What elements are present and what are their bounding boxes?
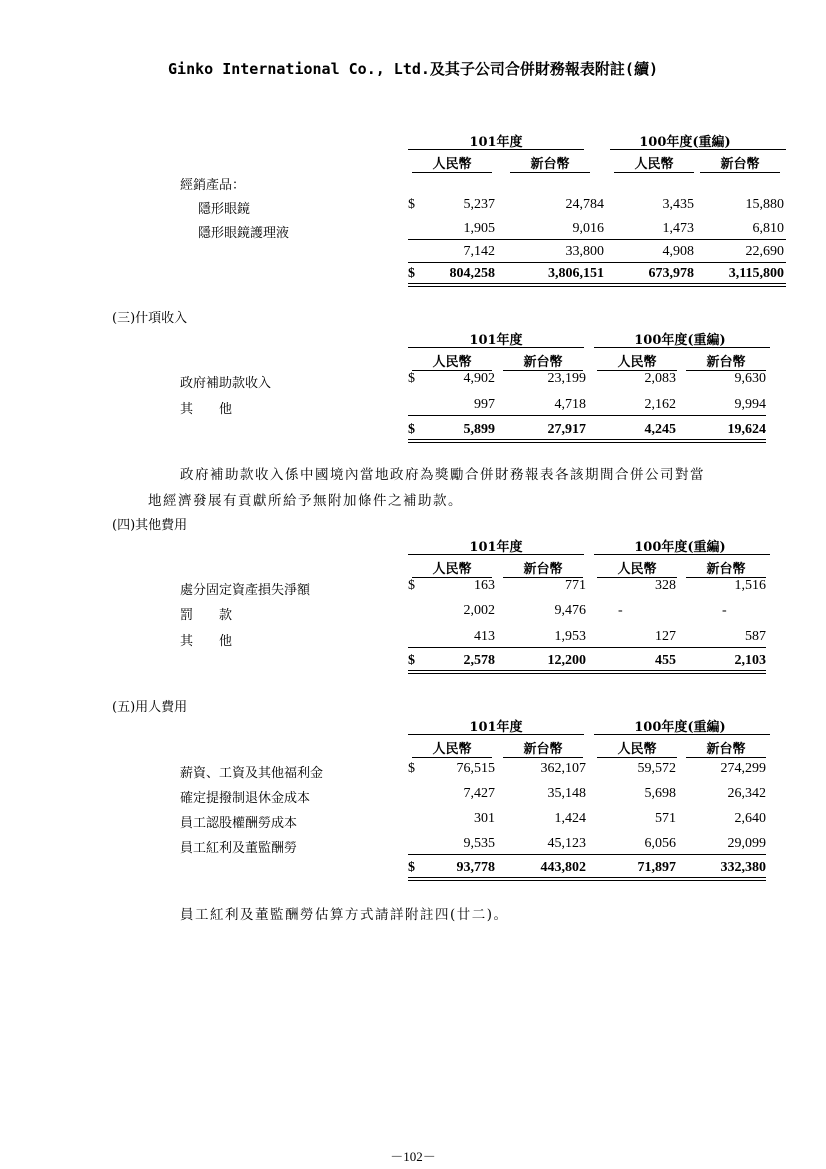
cell: 4,718 <box>554 397 586 412</box>
cell: 45,123 <box>547 836 586 851</box>
cell: 76,515 <box>456 761 495 776</box>
year-header-prior: 100年度(重編) <box>634 540 726 555</box>
cell: 5,698 <box>644 786 676 801</box>
cell: 127 <box>655 629 676 644</box>
total-cell: 12,200 <box>547 653 586 668</box>
col-header-rmb: 人民幣 <box>412 558 492 578</box>
cell: 2,640 <box>734 811 766 826</box>
page-number: －102－ <box>390 1149 436 1164</box>
cell: 4,902 <box>463 371 495 386</box>
row-label: 隱形眼鏡護理液 <box>198 226 290 241</box>
total-cell: 2,578 <box>463 653 495 668</box>
cell: 9,476 <box>554 603 586 618</box>
row-label: 確定提撥制退休金成本 <box>180 791 311 806</box>
col-header-rmb: 人民幣 <box>597 738 677 758</box>
year-header-prior: 100年度(重編) <box>639 135 731 150</box>
total-cell: 673,978 <box>648 266 694 281</box>
cell: 997 <box>474 397 495 412</box>
total-cell: 93,778 <box>456 860 495 875</box>
cell: 6,810 <box>752 221 784 236</box>
row-label: 政府補助款收入 <box>180 376 272 391</box>
section-title: (四)其他費用 <box>112 518 188 533</box>
dollar-sign: $ <box>408 266 415 281</box>
cell: 9,016 <box>572 221 604 236</box>
cell: 2,162 <box>644 397 676 412</box>
cell: 35,148 <box>547 786 586 801</box>
row-label: 薪資、工資及其他福利金 <box>180 766 324 781</box>
subtotal-cell: 4,908 <box>662 244 694 259</box>
cell: 23,199 <box>547 371 586 386</box>
cell: 6,056 <box>644 836 676 851</box>
cell: 328 <box>655 578 676 593</box>
cell: 1,424 <box>554 811 586 826</box>
cell: 771 <box>565 578 586 593</box>
subtotal-cell: 22,690 <box>745 244 784 259</box>
row-label: 員工紅利及董監酬勞 <box>180 841 298 856</box>
cell: 571 <box>655 811 676 826</box>
dollar-sign: $ <box>408 371 415 386</box>
col-header-twd: 新台幣 <box>686 558 766 578</box>
row-label: 罰 款 <box>180 608 233 623</box>
cell: - <box>722 603 727 618</box>
col-header-rmb: 人民幣 <box>597 558 677 578</box>
col-header-rmb: 人民幣 <box>412 351 492 371</box>
total-cell: 19,624 <box>727 422 766 437</box>
cell: 274,299 <box>720 761 766 776</box>
subtotal-cell: 33,800 <box>565 244 604 259</box>
year-header-current: 101年度 <box>469 720 523 735</box>
dollar-sign: $ <box>408 653 415 668</box>
cell: 2,083 <box>644 371 676 386</box>
row-label: 員工認股權酬勞成本 <box>180 816 298 831</box>
col-header-twd: 新台幣 <box>686 351 766 371</box>
col-header-twd: 新台幣 <box>503 558 583 578</box>
cell: 1,953 <box>554 629 586 644</box>
col-header-twd: 新台幣 <box>686 738 766 758</box>
group-label: 經銷產品： <box>180 178 246 193</box>
col-header-rmb: 人民幣 <box>412 153 492 173</box>
total-cell: 71,897 <box>637 860 676 875</box>
note-paragraph-line: 政府補助款收入係中國境內當地政府為獎勵合併財務報表各該期間合併公司對當 <box>180 467 705 483</box>
section-title: (五)用人費用 <box>112 700 188 715</box>
dollar-sign: $ <box>408 860 415 875</box>
year-header-prior: 100年度(重編) <box>634 333 726 348</box>
col-header-rmb: 人民幣 <box>597 351 677 371</box>
year-header-current: 101年度 <box>469 540 523 555</box>
total-cell: 3,806,151 <box>548 266 604 281</box>
dollar-sign: $ <box>408 578 415 593</box>
cell: - <box>618 603 623 618</box>
note-paragraph-line: 地經濟發展有貢獻所給予無附加條件之補助款。 <box>148 493 463 509</box>
cell: 1,905 <box>463 221 495 236</box>
year-header-current: 101年度 <box>469 333 523 348</box>
cell: 1,473 <box>662 221 694 236</box>
total-cell: 5,899 <box>463 422 495 437</box>
subtotal-cell: 7,142 <box>463 244 495 259</box>
col-header-twd: 新台幣 <box>510 153 590 173</box>
cell: 24,784 <box>565 197 604 212</box>
cell: 9,630 <box>734 371 766 386</box>
total-cell: 4,245 <box>644 422 676 437</box>
dollar-sign: $ <box>408 197 415 212</box>
cell: 1,516 <box>734 578 766 593</box>
section-title: (三)什項收入 <box>112 311 188 326</box>
cell: 9,994 <box>734 397 766 412</box>
total-cell: 2,103 <box>734 653 766 668</box>
note-paragraph: 員工紅利及董監酬勞估算方式請詳附註四(廿二)。 <box>180 907 509 923</box>
cell: 15,880 <box>745 197 784 212</box>
cell: 5,237 <box>463 197 495 212</box>
year-header-current: 101年度 <box>469 135 523 150</box>
total-cell: 27,917 <box>547 422 586 437</box>
cell: 362,107 <box>540 761 586 776</box>
cell: 413 <box>474 629 495 644</box>
page-title: Ginko International Co., Ltd.及其子公司合併財務報表附註(續) <box>168 60 658 78</box>
total-cell: 3,115,800 <box>728 266 784 281</box>
cell: 587 <box>745 629 766 644</box>
row-label: 處分固定資產損失淨額 <box>180 583 311 598</box>
cell: 163 <box>474 578 495 593</box>
cell: 3,435 <box>662 197 694 212</box>
total-cell: 455 <box>655 653 676 668</box>
col-header-twd: 新台幣 <box>700 153 780 173</box>
row-label: 其 他 <box>180 634 233 649</box>
total-cell: 332,380 <box>720 860 766 875</box>
cell: 26,342 <box>727 786 766 801</box>
cell: 7,427 <box>463 786 495 801</box>
cell: 2,002 <box>463 603 495 618</box>
dollar-sign: $ <box>408 761 415 776</box>
year-header-prior: 100年度(重編) <box>634 720 726 735</box>
cell: 301 <box>474 811 495 826</box>
col-header-rmb: 人民幣 <box>412 738 492 758</box>
total-cell: 443,802 <box>540 860 586 875</box>
col-header-rmb: 人民幣 <box>614 153 694 173</box>
cell: 29,099 <box>727 836 766 851</box>
col-header-twd: 新台幣 <box>503 738 583 758</box>
cell: 9,535 <box>463 836 495 851</box>
col-header-twd: 新台幣 <box>503 351 583 371</box>
cell: 59,572 <box>637 761 676 776</box>
row-label: 隱形眼鏡 <box>198 202 251 217</box>
row-label: 其 他 <box>180 402 233 417</box>
dollar-sign: $ <box>408 422 415 437</box>
total-cell: 804,258 <box>449 266 495 281</box>
